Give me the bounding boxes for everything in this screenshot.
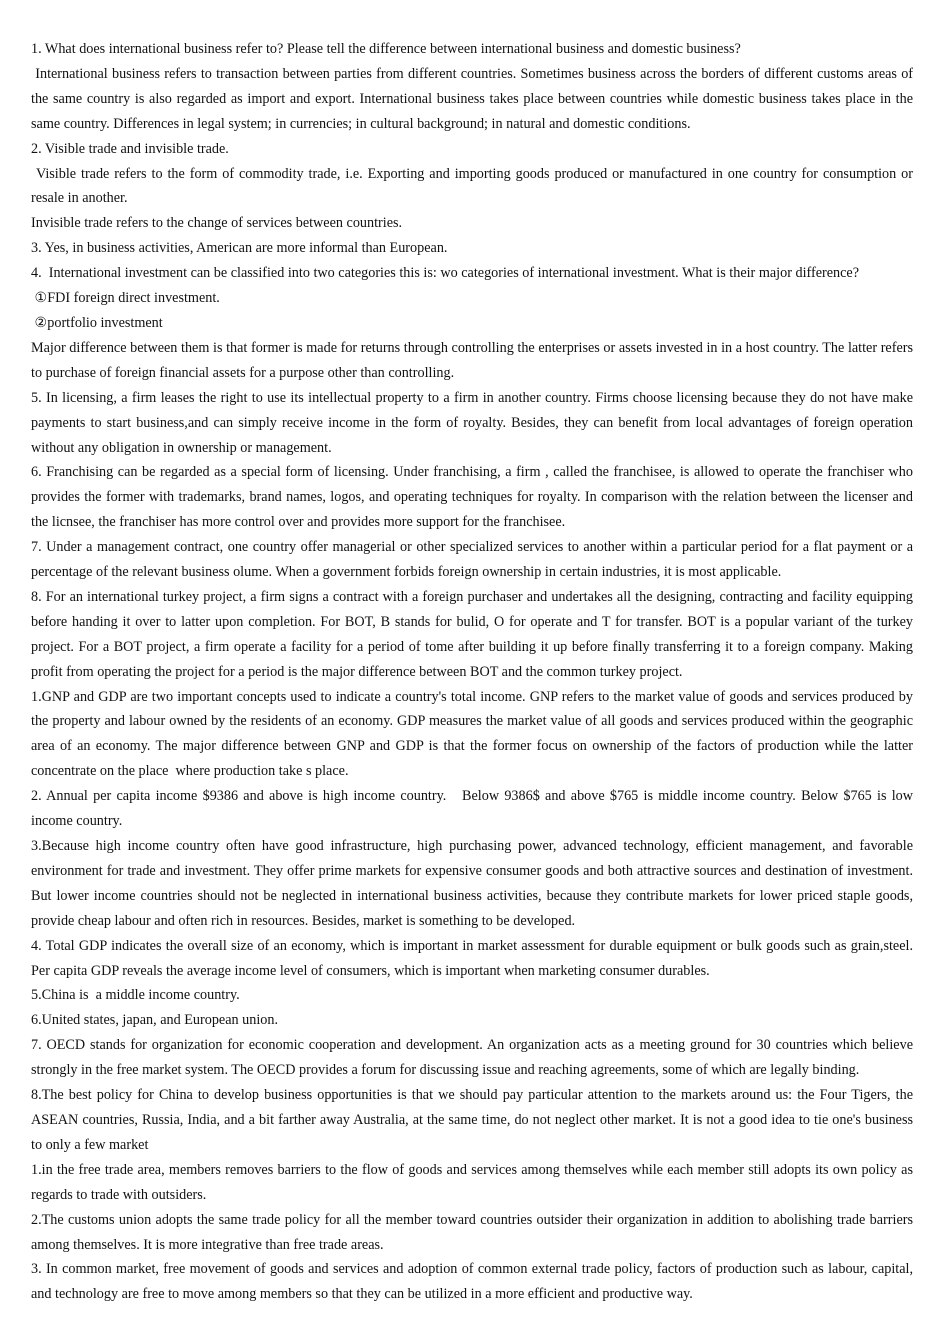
section2-answer-1-gnp-gdp: 1.GNP and GDP are two important concepts used to indicate a country's total income. GNP refers to the market value of goods and services produced by the property and labour owned by the residents of an economy. GDP measures the market value of all goods and services produced within the geographic area of an economy. The major difference between GNP and GDP is that the former focus on ownership of the factors of production while the latter concentrate on the place where production take s place.	[31, 688, 917, 780]
section3-answer-1-free-trade-area: 1.in the free trade area, members removes barriers to the flow of goods and services among themselves while each member still adopts its own policy as regards to trade with outsiders.	[31, 1161, 917, 1203]
answer-4: Major difference between them is that former is made for returns through controlling the enterprises or assets invested in in a host country. The latter refers to purchase of foreign financial assets for a purpose other than controlling.	[31, 339, 917, 381]
answer-6-franchising: 6. Franchising can be regarded as a special form of licensing. Under franchising, a firm , called the franchisee, is allowed to operate the franchiser who provides the former with trademarks, brand names, logos, and operating techniques for royalty. In comparison with the relation between the licenser and the licnsee, the franchiser has more control over and provides more support for the franchisee.	[31, 464, 917, 531]
section2-answer-3: 3.Because high income country often have good infrastructure, high purchasing power, advanced technology, efficient management, and favorable environment for trade and investment. They offer prime markets for expensive consumer goods and both attractive sources and destination of investment. But lower income countries should not be neglected in international business activities, because they contribute markets for lower priced staple goods, provide cheap labour and often rich in resources. Besides, market is something to be developed.	[31, 838, 917, 929]
document-body	[31, 37, 917, 1307]
question-4: 4. International investment can be classified into two categories this is: wo categories of international investment. What is their major difference?	[31, 265, 860, 282]
section2-answer-8-policy: 8.The best policy for China to develop business opportunities is that we should pay particular attention to the markets around us: the Four Tigers, the ASEAN countries, Russia, India, and a bit farther away Australia, at the same time, do not neglect other market. It is not a good idea to tie one's business to only a few market	[31, 1087, 917, 1153]
answer-2-invisible-trade: Invisible trade refers to the change of services between countries.	[31, 215, 403, 232]
question-2: 2. Visible trade and invisible trade.	[31, 140, 229, 157]
answer-2-visible-trade: Visible trade refers to the form of commodity trade, i.e. Exporting and importing goods produced or manufactured in one country for consumption or resale in another.	[31, 165, 917, 207]
section2-answer-4: 4. Total GDP indicates the overall size of an economy, which is important in market assessment for durable equipment or bulk goods such as grain,steel. Per capita GDP reveals the average income level of consumers, which is important when marketing consumer durables.	[31, 937, 917, 979]
answer-1: International business refers to transaction between parties from different countries. Sometimes business across the borders of different customs areas of the same country is also regarded as import and export. International business takes place between countries while domestic business takes place in the same country. Differences in legal system; in currencies; in cultural background; in natural and domestic conditions.	[31, 65, 917, 132]
answer-8-turnkey-bot: 8. For an international turkey project, a firm signs a contract with a foreign purchaser and undertakes all the designing, contracting and facility equipping before handing it over to latter upon completion. For BOT, B stands for bulid, O for operate and T for transfer. BOT is a popular variant of the turkey project. For a BOT project, a firm operate a facility for a period of tome after building it up before finally transferring it to a foreign company. Making profit from operating the project for a period is the major difference between BOT and the common turkey project.	[31, 588, 917, 680]
section2-answer-7-oecd: 7. OECD stands for organization for economic cooperation and development. An organization acts as a meeting ground for 30 countries which believe strongly in the free market system. The OECD provides a forum for discussing issue and reaching agreements, some of which are legally binding.	[31, 1037, 917, 1079]
answer-7-management-contract: 7. Under a management contract, one country offer managerial or other specialized services to another within a particular period for a flat payment or a percentage of the relevant business olume. When a government forbids foreign ownership in certain industries, it is most applicable.	[31, 539, 917, 581]
section2-answer-6: 6.United states, japan, and European union.	[31, 1012, 279, 1029]
question-1: 1. What does international business refer to? Please tell the difference between international business and domestic business?	[31, 41, 741, 57]
section3-answer-3-common-market: 3. In common market, free movement of goods and services and adoption of common external trade policy, factors of production such as labour, capital, and technology are free to move among members so that they can be utilized in a more efficient and productive way.	[31, 1261, 917, 1303]
answer-3: 3. Yes, in business activities, American are more informal than European.	[31, 240, 448, 257]
section3-answer-2-customs-union: 2.The customs union adopts the same trade policy for all the member toward countries outsider their organization in addition to abolishing trade barriers among themselves. It is more integrative than free trade areas.	[31, 1211, 917, 1253]
section2-answer-2-income: 2. Annual per capita income $9386 and above is high income country. Below 9386$ and above $765 is middle income country. Below $765 is low income country.	[31, 788, 917, 830]
section2-answer-5: 5.China is a middle income country.	[31, 987, 240, 1004]
list-item-fdi: ①FDI foreign direct investment.	[31, 290, 220, 307]
answer-5-licensing: 5. In licensing, a firm leases the right to use its intellectual property to a firm in another country. Firms choose licensing because they do not have make payments to start business,and can simply receive income in the form of royalty. Besides, they can benefit from local advantages of foreign operation without any obligation in ownership or management.	[31, 389, 917, 456]
list-item-portfolio: ②portfolio investment	[31, 314, 163, 331]
